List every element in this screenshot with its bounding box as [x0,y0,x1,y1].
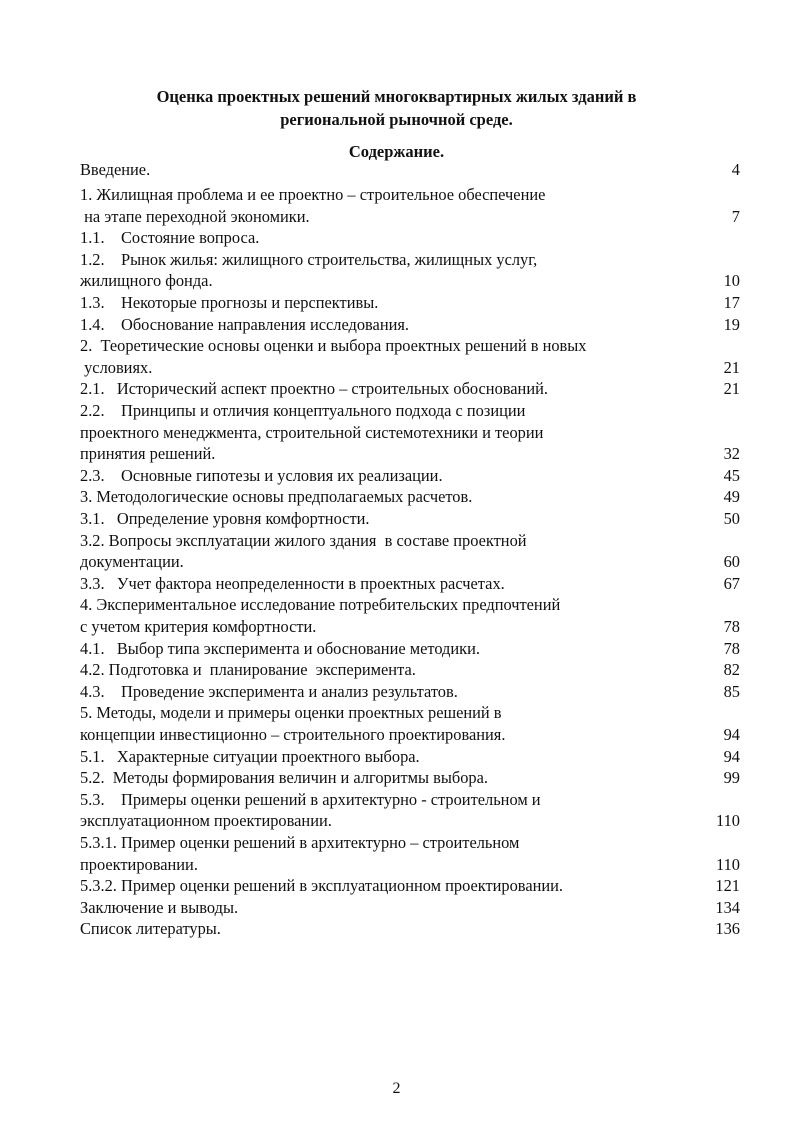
toc-line [80,551,740,573]
toc-line [80,227,740,249]
toc-line [80,897,740,919]
toc-line-page: 110 [716,811,740,831]
toc-line [80,530,740,552]
toc-line [80,767,740,789]
toc-line-text: Заключение и выводы. [80,897,239,917]
toc-line [80,875,740,897]
toc-line-text: 2.3. Основные гипотезы и условия их реализации. [80,465,443,485]
toc-line-page: 45 [723,465,740,485]
toc-line [80,702,740,724]
toc-line [80,746,740,768]
toc-line [80,465,740,487]
toc-line-text: эксплуатационном проектировании. [80,811,332,831]
toc-line [80,573,740,595]
toc-line-text: принятия решений. [80,444,216,464]
toc-line-text: 4. Экспериментальное исследование потребительских предпочтений [80,595,561,615]
toc-line-text: 1. Жилищная проблема и ее проектно – строительное обеспечение [80,185,546,204]
toc-line [80,810,740,832]
toc-line-text: Список литературы. [80,919,221,939]
document-title-line-2: региональной рыночной среде. [280,110,513,129]
toc-line-page: 50 [723,509,740,528]
toc-line-page: 32 [723,444,740,464]
toc-line [80,832,740,854]
toc-line-page: 21 [723,379,740,399]
toc-line-text: документации. [80,552,184,572]
toc-line-page: 60 [723,552,740,572]
toc-line-text: 5.3.1. Пример оценки решений в архитектурно – строительном [80,833,520,852]
toc-line-page: 49 [723,487,740,507]
toc-line [80,443,740,465]
toc-line-text: проектного менеджмента, строительной системотехники и теории [80,422,544,442]
page-number: 2 [392,1080,401,1097]
toc-line-text: 4.1. Выбор типа эксперимента и обоснование методики. [80,638,480,658]
toc-line-page: 82 [723,660,740,680]
toc-line [80,292,740,314]
toc-line-text: 3.1. Определение уровня комфортности. [80,509,370,528]
toc-line-page: 134 [715,897,740,917]
toc-line-text: 3.3. Учет фактора неопределенности в проектных расчетах. [80,573,505,593]
toc-line [80,159,740,181]
toc-line [80,918,740,940]
toc-line [80,184,740,206]
toc-line-page: 67 [723,573,740,593]
toc-line-text: 3.2. Вопросы эксплуатации жилого здания в составе проектной [80,530,527,550]
toc-line-text: 2.2. Принципы и отличия концептуального подхода с позиции [80,401,526,420]
toc-line-text: 1.3. Некоторые прогнозы и перспективы. [80,293,379,312]
toc-line-page: 78 [723,638,740,658]
toc-line [80,724,740,746]
toc-line-text: 5.3.2. Пример оценки решений в эксплуатационном проектировании. [80,876,564,896]
toc-line [80,400,740,422]
toc-line-text: 3. Методологические основы предполагаемых расчетов. [80,487,473,507]
contents-heading: Содержание. [348,142,445,161]
toc-line [80,206,740,228]
toc-line-page: 85 [723,681,740,701]
toc-line-page: 10 [723,271,740,291]
toc-line [80,638,740,660]
toc-line-page: 17 [723,293,740,312]
document-title-line-1: Оценка проектных решений многоквартирных жилых зданий в [156,87,637,106]
toc-line [80,378,740,400]
toc-line [80,270,740,292]
toc-line-page: 99 [723,768,740,788]
toc-line [80,659,740,681]
toc-line-page: 7 [731,206,740,226]
toc-line-text: 4.3. Проведение эксперимента и анализ результатов. [80,681,458,701]
toc-line-page: 136 [715,919,740,939]
toc-line [80,594,740,616]
toc-line-text: 5. Методы, модели и примеры оценки проектных решений в [80,703,502,723]
toc-line-text: 5.1. Характерные ситуации проектного выбора. [80,746,420,766]
toc-line [80,616,740,638]
toc-line [80,508,740,530]
toc-line [80,789,740,811]
toc-line-text: 5.2. Методы формирования величин и алгоритмы выбора. [80,768,489,788]
toc-line-page: 94 [723,725,740,744]
toc-line [80,249,740,271]
toc-line [80,854,740,876]
toc-line-text: 1.4. Обоснование направления исследования. [80,314,410,334]
toc-line-page: 78 [723,617,740,636]
toc-line-text: Введение. [80,160,151,179]
toc-line [80,422,740,444]
toc-line [80,335,740,357]
toc-line-page: 110 [716,854,740,874]
toc-line-page: 94 [723,746,740,766]
toc-line-text: 2. Теоретические основы оценки и выбора проектных решений в новых [80,336,587,356]
toc-line [80,357,740,379]
toc-line-text: проектировании. [80,854,198,874]
toc-line-text: условиях. [80,357,153,377]
toc-line-text: 4.2. Подготовка и планирование эксперимента. [80,660,416,680]
toc-line-text: концепции инвестиционно – строительного проектирования. [80,725,506,744]
toc-line-text: на этапе переходной экономики. [80,206,310,226]
toc-line [80,314,740,336]
toc-line-page: 19 [723,314,740,334]
toc-line-text: с учетом критерия комфортности. [80,617,317,636]
toc-line-text: жилищного фонда. [80,271,213,291]
toc-line [80,681,740,703]
toc-line-text: 5.3. Примеры оценки решений в архитектурно - строительном и [80,789,541,809]
toc-line-page: 21 [723,357,740,377]
toc-line-page: 4 [731,160,740,179]
toc-line-text: 1.1. Состояние вопроса. [80,228,260,248]
toc-line [80,486,740,508]
toc-line-text: 1.2. Рынок жилья: жилищного строительства, жилищных услуг, [80,249,538,269]
toc-line-text: 2.1. Исторический аспект проектно – строительных обоснований. [80,379,548,399]
toc-line-page: 121 [715,876,740,896]
